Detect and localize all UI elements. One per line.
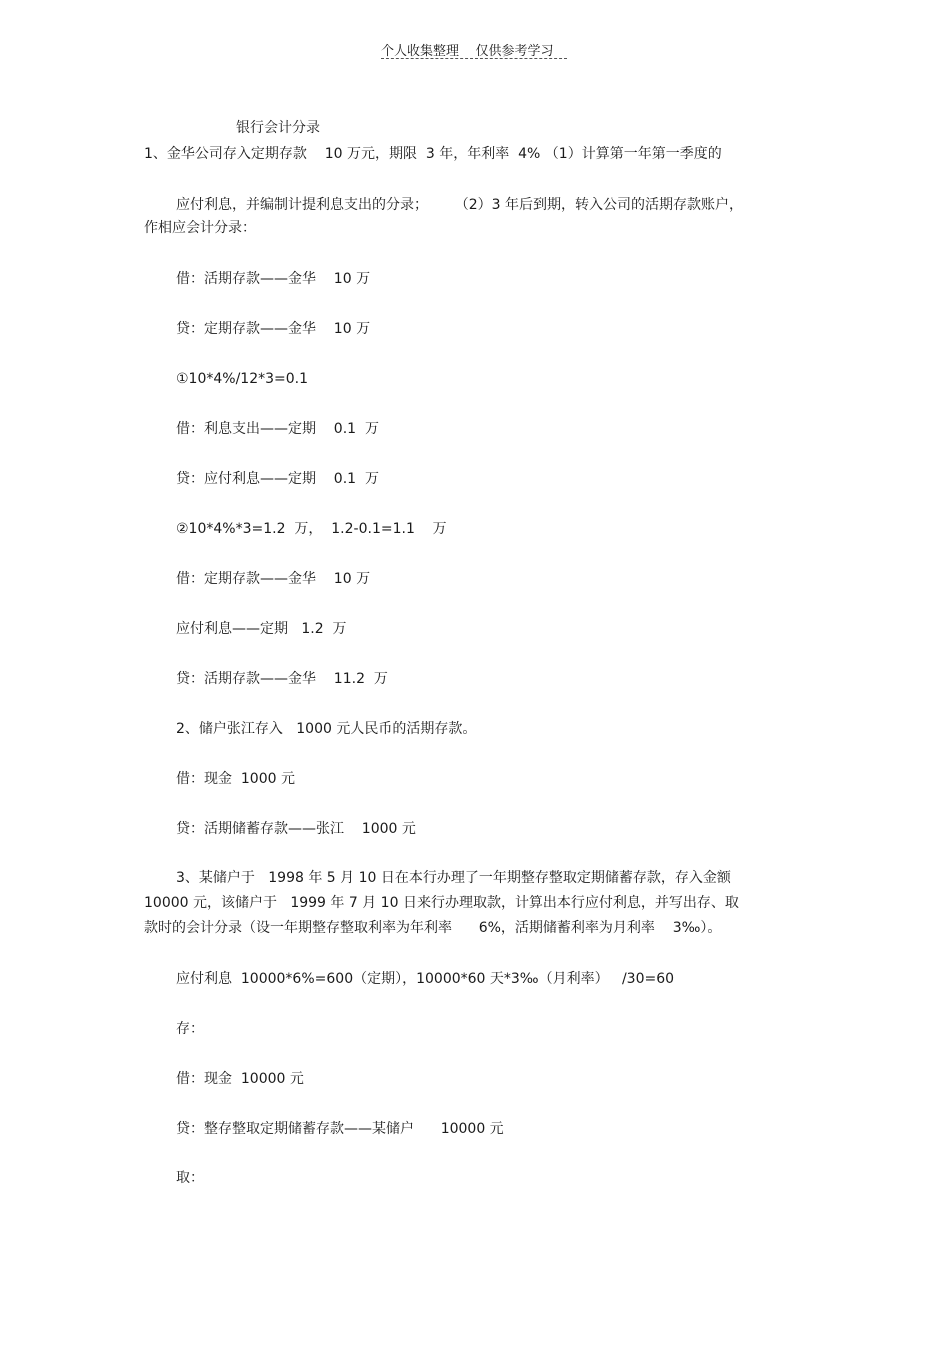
- entry-line: 借：现金 1000 元: [176, 771, 295, 787]
- entry-line: 借：活期存款——金华 10 万: [176, 271, 371, 287]
- entry-line: 借：现金 10000 元: [176, 1071, 304, 1087]
- formula-line: ①10*4%/12*3=0.1: [176, 371, 309, 387]
- formula-line: 应付利息 10000*6%=600（定期），10000*60 天*3‰（月利率） /30=60: [176, 971, 675, 987]
- paragraph-line: 应付利息，并编制计提利息支出的分录； （2）3 年后到期，转入公司的活期存款账户，: [176, 197, 743, 213]
- paragraph-line: 作相应会计分录：: [144, 220, 256, 236]
- entry-line: 借：定期存款——金华 10 万: [176, 571, 371, 587]
- entry-line: 取：: [176, 1170, 204, 1186]
- document-title: 银行会计分录: [236, 120, 320, 136]
- entry-line: 贷：应付利息——定期 0.1 万: [176, 471, 379, 487]
- paragraph-line: 款时的会计分录（设一年期整存整取利率为年利率 6%，活期储蓄利率为月利率 3‰）。: [144, 920, 722, 936]
- entry-line: 贷：活期存款——金华 11.2 万: [176, 671, 388, 687]
- entry-line: 借：利息支出——定期 0.1 万: [176, 421, 379, 437]
- header-divider: [381, 58, 567, 59]
- formula-line: ②10*4%*3=1.2 万， 1.2-0.1=1.1 万: [176, 521, 447, 537]
- entry-line: 存：: [176, 1021, 204, 1037]
- entry-line: 贷：定期存款——金华 10 万: [176, 321, 371, 337]
- entry-line: 贷：整存整取定期储蓄存款——某储户 10000 元: [176, 1121, 504, 1137]
- entry-line: 贷：活期储蓄存款——张江 1000 元: [176, 821, 416, 837]
- paragraph-line: 10000 元，该储户于 1999 年 7 月 10 日来行办理取款，计算出本行应付利息，并写出存、取: [144, 895, 739, 911]
- page-header: 个人收集整理 仅供参考学习: [381, 44, 554, 59]
- paragraph-line: 1、金华公司存入定期存款 10 万元，期限 3 年，年利率 4% （1）计算第一年第一季度的: [144, 146, 722, 162]
- entry-line: 应付利息——定期 1.2 万: [176, 621, 347, 637]
- paragraph-line: 2、储户张江存入 1000 元人民币的活期存款。: [176, 721, 477, 737]
- paragraph-line: 3、某储户于 1998 年 5 月 10 日在本行办理了一年期整存整取定期储蓄存款，存入金额: [176, 870, 731, 886]
